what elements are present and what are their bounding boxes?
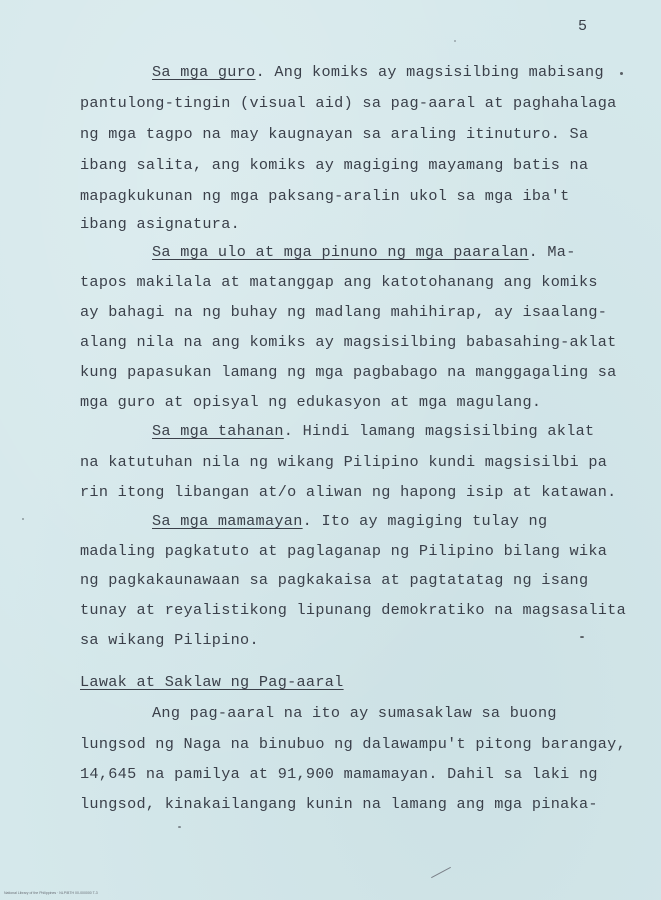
text-line: lungsod, kinakailangang kunin na lamang ang mga pinaka- [80,795,598,813]
text-line: lungsod ng Naga na binubuo ng dalawampu't pitong barangay, [80,735,627,753]
text-line: na katutuhan nila ng wikang Pilipino kundi magsisilbi pa [80,453,608,471]
text-line: sa wikang Pilipino. [80,631,259,649]
text-line: tapos makilala at matanggap ang katotohanang ang komiks [80,273,598,291]
tahanan-first-line-text: . Hindi lamang magsisilbing aklat [283,422,595,440]
text-line: 14,645 na pamilya at 91,900 mamamayan. Dahil sa laki ng [80,765,598,783]
scan-speck [178,826,181,828]
heading-sa-mga-guro: Sa mga guro [152,63,256,81]
pen-stroke-mark [431,867,451,878]
text-line: ng mga tagpo na may kaugnayan sa araling itinuturo. Sa [80,125,589,143]
text-line: ng pagkakaunawaan sa pagkakaisa at pagtatatag ng isang [80,571,589,589]
text-line: kung papasukan lamang ng mga pagbabago na manggagaling sa [80,363,617,381]
scan-speck [620,72,623,75]
footer-archive-note: National Library of the Philippines · NLP/BTH 00-000000 T-3 [4,891,98,895]
text-line: ay bahagi na ng buhay ng madlang mahihirap, ay isaalang- [80,303,608,321]
text-line: tunay at reyalistikong lipunang demokratiko na magsasalita [80,601,627,619]
page-number: 5 [578,18,588,35]
paragraph-tahanan-first-line [152,421,594,441]
paragraph-guro-first-line [152,62,604,82]
guro-first-line-text: . Ang komiks ay magsisilbing mabisang [255,63,604,81]
text-line: mapagkukunan ng mga paksang-aralin ukol sa mga iba't [80,187,570,205]
paragraph-mamamayan-first-line [152,511,547,531]
ulo-first-line-text: . Ma- [528,243,576,261]
text-line: ibang asignatura. [80,215,241,233]
section-heading-lawak-at-saklaw: Lawak at Saklaw ng Pag-aaral [80,673,344,691]
text-line: mga guro at opisyal ng edukasyon at mga magulang. [80,393,542,411]
heading-sa-mga-tahanan: Sa mga tahanan [152,422,284,440]
heading-sa-mga-mamamayan: Sa mga mamamayan [152,512,303,530]
scan-speck [580,636,584,638]
text-line: pantulong-tingin (visual aid) sa pag-aaral at paghahalaga [80,94,617,112]
text-line: Ang pag-aaral na ito ay sumasaklaw sa buong [152,704,557,722]
text-line: madaling pagkatuto at paglaganap ng Pilipino bilang wika [80,542,608,560]
text-line: rin itong libangan at/o aliwan ng hapong isip at katawan. [80,483,617,501]
scan-speck [22,518,24,520]
scan-speck [454,40,456,42]
text-line: ibang salita, ang komiks ay magiging mayamang batis na [80,156,589,174]
text-line: alang nila na ang komiks ay magsisilbing babasahing-aklat [80,333,617,351]
mamamayan-first-line-text: . Ito ay magiging tulay ng [302,512,548,530]
heading-sa-mga-ulo: Sa mga ulo at mga pinuno ng mga paaralan [152,243,529,261]
paragraph-ulo-first-line [152,242,576,262]
